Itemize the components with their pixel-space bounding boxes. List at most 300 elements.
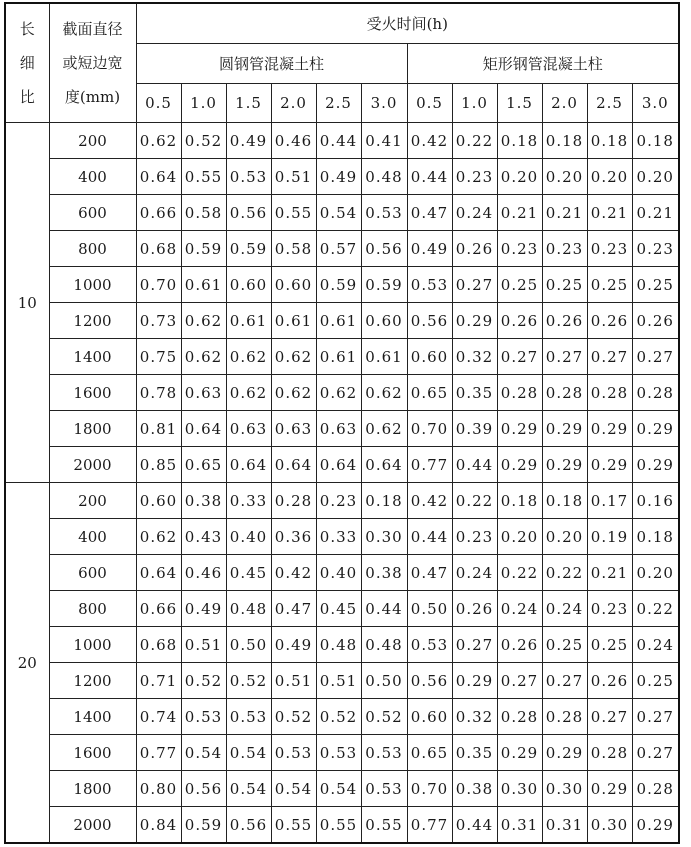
circular-coefficient-cell: 0.63: [181, 375, 226, 411]
circular-coefficient-cell: 0.61: [271, 303, 316, 339]
rectangular-coefficient-cell: 0.42: [407, 483, 452, 519]
rect-time-header: 1.5: [497, 84, 542, 123]
circular-coefficient-cell: 0.54: [316, 771, 361, 807]
section-size-value: 1200: [49, 303, 136, 339]
rectangular-coefficient-cell: 0.19: [587, 519, 632, 555]
circular-coefficient-cell: 0.48: [316, 627, 361, 663]
rectangular-coefficient-cell: 0.23: [452, 519, 497, 555]
rectangular-coefficient-cell: 0.31: [497, 807, 542, 844]
rectangular-coefficient-cell: 0.60: [407, 339, 452, 375]
rectangular-column-header: 矩形钢管混凝土柱: [407, 44, 679, 84]
circular-coefficient-cell: 0.28: [271, 483, 316, 519]
circular-coefficient-cell: 0.38: [361, 555, 407, 591]
rectangular-coefficient-cell: 0.18: [587, 123, 632, 159]
circ-time-header: 3.0: [361, 84, 407, 123]
rectangular-coefficient-cell: 0.32: [452, 699, 497, 735]
circular-coefficient-cell: 0.54: [226, 735, 271, 771]
rectangular-coefficient-cell: 0.28: [632, 771, 679, 807]
rectangular-coefficient-cell: 0.47: [407, 195, 452, 231]
rect-time-header: 2.0: [542, 84, 587, 123]
rectangular-coefficient-cell: 0.28: [497, 375, 542, 411]
circular-coefficient-cell: 0.85: [136, 447, 181, 483]
rectangular-coefficient-cell: 0.65: [407, 735, 452, 771]
rectangular-coefficient-cell: 0.27: [452, 627, 497, 663]
rectangular-coefficient-cell: 0.30: [497, 771, 542, 807]
circular-coefficient-cell: 0.42: [271, 555, 316, 591]
rectangular-coefficient-cell: 0.22: [632, 591, 679, 627]
rectangular-coefficient-cell: 0.27: [542, 339, 587, 375]
rect-time-header: 1.0: [452, 84, 497, 123]
circular-coefficient-cell: 0.71: [136, 663, 181, 699]
rectangular-coefficient-cell: 0.26: [452, 231, 497, 267]
circular-column-header: 圆钢管混凝土柱: [136, 44, 407, 84]
rectangular-coefficient-cell: 0.25: [542, 267, 587, 303]
rectangular-coefficient-cell: 0.23: [587, 591, 632, 627]
circular-coefficient-cell: 0.30: [361, 519, 407, 555]
rectangular-coefficient-cell: 0.25: [587, 267, 632, 303]
rectangular-coefficient-cell: 0.44: [407, 159, 452, 195]
circular-coefficient-cell: 0.60: [361, 303, 407, 339]
circular-coefficient-cell: 0.53: [271, 735, 316, 771]
circular-coefficient-cell: 0.52: [361, 699, 407, 735]
section-size-value: 600: [49, 555, 136, 591]
circular-coefficient-cell: 0.70: [136, 267, 181, 303]
data-row: [5, 231, 679, 267]
data-row: [5, 339, 679, 375]
circular-coefficient-cell: 0.52: [271, 699, 316, 735]
slenderness-header-line: 细: [19, 54, 35, 72]
rectangular-coefficient-cell: 0.28: [542, 699, 587, 735]
rectangular-coefficient-cell: 0.29: [542, 447, 587, 483]
rectangular-coefficient-cell: 0.18: [497, 483, 542, 519]
circular-coefficient-cell: 0.54: [181, 735, 226, 771]
rectangular-coefficient-cell: 0.31: [542, 807, 587, 844]
circ-time-header: 1.5: [226, 84, 271, 123]
rectangular-coefficient-cell: 0.24: [497, 591, 542, 627]
section-size-value: 400: [49, 519, 136, 555]
rectangular-coefficient-cell: 0.29: [497, 447, 542, 483]
rectangular-coefficient-cell: 0.21: [542, 195, 587, 231]
rectangular-coefficient-cell: 0.18: [497, 123, 542, 159]
circular-coefficient-cell: 0.55: [361, 807, 407, 844]
rectangular-coefficient-cell: 0.22: [452, 123, 497, 159]
rectangular-coefficient-cell: 0.70: [407, 411, 452, 447]
rectangular-coefficient-cell: 0.28: [587, 375, 632, 411]
rectangular-coefficient-cell: 0.38: [452, 771, 497, 807]
data-row: [5, 807, 679, 844]
rectangular-coefficient-cell: 0.27: [497, 663, 542, 699]
circular-coefficient-cell: 0.60: [271, 267, 316, 303]
circular-coefficient-cell: 0.53: [226, 159, 271, 195]
rectangular-coefficient-cell: 0.56: [407, 663, 452, 699]
table-body: [5, 3, 679, 843]
rectangular-coefficient-cell: 0.29: [452, 663, 497, 699]
circular-coefficient-cell: 0.48: [361, 159, 407, 195]
circular-coefficient-cell: 0.49: [316, 159, 361, 195]
circ-time-header: 1.0: [181, 84, 226, 123]
slenderness-value: 20: [5, 483, 49, 844]
rectangular-coefficient-cell: 0.27: [587, 339, 632, 375]
rectangular-coefficient-cell: 0.28: [587, 735, 632, 771]
rectangular-coefficient-cell: 0.29: [587, 447, 632, 483]
rectangular-coefficient-cell: 0.35: [452, 375, 497, 411]
section-size-value: 2000: [49, 807, 136, 844]
rectangular-coefficient-cell: 0.47: [407, 555, 452, 591]
circ-time-header: 2.0: [271, 84, 316, 123]
circular-coefficient-cell: 0.62: [136, 519, 181, 555]
circular-coefficient-cell: 0.51: [271, 663, 316, 699]
circular-coefficient-cell: 0.53: [226, 699, 271, 735]
rectangular-coefficient-cell: 0.60: [407, 699, 452, 735]
circular-coefficient-cell: 0.61: [361, 339, 407, 375]
section-size-header-line: 或短边宽: [62, 54, 123, 72]
rect-time-header: 3.0: [632, 84, 679, 123]
section-size-header: [49, 3, 136, 123]
rectangular-coefficient-cell: 0.22: [452, 483, 497, 519]
rectangular-coefficient-cell: 0.25: [632, 267, 679, 303]
rectangular-coefficient-cell: 0.21: [497, 195, 542, 231]
section-size-header-line: 度(mm): [64, 88, 121, 106]
circular-coefficient-cell: 0.56: [226, 807, 271, 844]
data-row: [5, 627, 679, 663]
section-size-value: 1000: [49, 267, 136, 303]
rectangular-coefficient-cell: 0.24: [632, 627, 679, 663]
rectangular-coefficient-cell: 0.26: [452, 591, 497, 627]
rectangular-coefficient-cell: 0.18: [632, 519, 679, 555]
rectangular-coefficient-cell: 0.77: [407, 807, 452, 844]
rectangular-coefficient-cell: 0.23: [587, 231, 632, 267]
circular-coefficient-cell: 0.64: [181, 411, 226, 447]
rectangular-coefficient-cell: 0.49: [407, 231, 452, 267]
rectangular-coefficient-cell: 0.44: [452, 807, 497, 844]
data-row: [5, 483, 679, 519]
circular-coefficient-cell: 0.38: [181, 483, 226, 519]
data-row: [5, 375, 679, 411]
circular-coefficient-cell: 0.62: [271, 339, 316, 375]
circular-coefficient-cell: 0.60: [136, 483, 181, 519]
circular-coefficient-cell: 0.59: [316, 267, 361, 303]
rectangular-coefficient-cell: 0.28: [497, 699, 542, 735]
circular-coefficient-cell: 0.40: [316, 555, 361, 591]
rectangular-coefficient-cell: 0.44: [407, 519, 452, 555]
circular-coefficient-cell: 0.51: [181, 627, 226, 663]
data-row: [5, 303, 679, 339]
rectangular-coefficient-cell: 0.24: [542, 591, 587, 627]
circular-coefficient-cell: 0.65: [181, 447, 226, 483]
circular-coefficient-cell: 0.74: [136, 699, 181, 735]
fire-reduction-coefficient-table: [4, 2, 680, 844]
circular-coefficient-cell: 0.64: [136, 555, 181, 591]
circ-time-header: 2.5: [316, 84, 361, 123]
circular-coefficient-cell: 0.80: [136, 771, 181, 807]
rectangular-coefficient-cell: 0.20: [542, 159, 587, 195]
data-row: [5, 555, 679, 591]
circular-coefficient-cell: 0.68: [136, 627, 181, 663]
circular-coefficient-cell: 0.64: [271, 447, 316, 483]
section-size-value: 800: [49, 591, 136, 627]
rectangular-coefficient-cell: 0.28: [542, 375, 587, 411]
circular-coefficient-cell: 0.59: [181, 231, 226, 267]
circular-coefficient-cell: 0.46: [271, 123, 316, 159]
circular-coefficient-cell: 0.55: [316, 807, 361, 844]
circular-coefficient-cell: 0.52: [226, 663, 271, 699]
rectangular-coefficient-cell: 0.39: [452, 411, 497, 447]
circular-coefficient-cell: 0.84: [136, 807, 181, 844]
rectangular-coefficient-cell: 0.65: [407, 375, 452, 411]
fire-time-header: 受火时间(h): [136, 3, 679, 44]
rectangular-coefficient-cell: 0.70: [407, 771, 452, 807]
rectangular-coefficient-cell: 0.29: [542, 411, 587, 447]
rectangular-coefficient-cell: 0.27: [632, 735, 679, 771]
circular-coefficient-cell: 0.52: [316, 699, 361, 735]
circular-coefficient-cell: 0.51: [271, 159, 316, 195]
rectangular-coefficient-cell: 0.27: [632, 339, 679, 375]
circular-coefficient-cell: 0.63: [316, 411, 361, 447]
rectangular-coefficient-cell: 0.30: [542, 771, 587, 807]
section-size-value: 1800: [49, 771, 136, 807]
circular-coefficient-cell: 0.36: [271, 519, 316, 555]
rectangular-coefficient-cell: 0.26: [542, 303, 587, 339]
data-row: [5, 411, 679, 447]
data-row: [5, 591, 679, 627]
circular-coefficient-cell: 0.64: [361, 447, 407, 483]
rectangular-coefficient-cell: 0.26: [587, 663, 632, 699]
circular-coefficient-cell: 0.73: [136, 303, 181, 339]
data-row: [5, 663, 679, 699]
circular-coefficient-cell: 0.55: [271, 807, 316, 844]
circular-coefficient-cell: 0.58: [181, 195, 226, 231]
rectangular-coefficient-cell: 0.77: [407, 447, 452, 483]
circular-coefficient-cell: 0.52: [181, 663, 226, 699]
section-size-value: 1000: [49, 627, 136, 663]
circular-coefficient-cell: 0.64: [226, 447, 271, 483]
circ-time-header: 0.5: [136, 84, 181, 123]
circular-coefficient-cell: 0.62: [271, 375, 316, 411]
circular-coefficient-cell: 0.62: [361, 411, 407, 447]
circular-coefficient-cell: 0.41: [361, 123, 407, 159]
circular-coefficient-cell: 0.63: [226, 411, 271, 447]
circular-coefficient-cell: 0.51: [316, 663, 361, 699]
circular-coefficient-cell: 0.61: [316, 303, 361, 339]
rectangular-coefficient-cell: 0.26: [497, 627, 542, 663]
rectangular-coefficient-cell: 0.21: [587, 555, 632, 591]
circular-coefficient-cell: 0.56: [181, 771, 226, 807]
section-size-value: 2000: [49, 447, 136, 483]
data-row: [5, 699, 679, 735]
circular-coefficient-cell: 0.77: [136, 735, 181, 771]
circular-coefficient-cell: 0.46: [181, 555, 226, 591]
circular-coefficient-cell: 0.50: [361, 663, 407, 699]
circular-coefficient-cell: 0.44: [316, 123, 361, 159]
data-row: [5, 447, 679, 483]
header-row-1: [5, 3, 679, 44]
data-row: [5, 735, 679, 771]
rectangular-coefficient-cell: 0.21: [632, 195, 679, 231]
circular-coefficient-cell: 0.64: [316, 447, 361, 483]
rect-time-header: 2.5: [587, 84, 632, 123]
rectangular-coefficient-cell: 0.29: [632, 447, 679, 483]
rectangular-coefficient-cell: 0.30: [587, 807, 632, 844]
circular-coefficient-cell: 0.54: [316, 195, 361, 231]
rectangular-coefficient-cell: 0.50: [407, 591, 452, 627]
circular-coefficient-cell: 0.62: [226, 375, 271, 411]
data-row: [5, 159, 679, 195]
rectangular-coefficient-cell: 0.16: [632, 483, 679, 519]
rectangular-coefficient-cell: 0.44: [452, 447, 497, 483]
rectangular-coefficient-cell: 0.17: [587, 483, 632, 519]
rectangular-coefficient-cell: 0.25: [632, 663, 679, 699]
rectangular-coefficient-cell: 0.26: [632, 303, 679, 339]
circular-coefficient-cell: 0.62: [226, 339, 271, 375]
circular-coefficient-cell: 0.78: [136, 375, 181, 411]
circular-coefficient-cell: 0.75: [136, 339, 181, 375]
rectangular-coefficient-cell: 0.26: [587, 303, 632, 339]
circular-coefficient-cell: 0.45: [226, 555, 271, 591]
section-size-value: 200: [49, 123, 136, 159]
circular-coefficient-cell: 0.61: [181, 267, 226, 303]
circular-coefficient-cell: 0.49: [226, 123, 271, 159]
rectangular-coefficient-cell: 0.20: [542, 519, 587, 555]
circular-coefficient-cell: 0.62: [181, 339, 226, 375]
circular-coefficient-cell: 0.62: [316, 375, 361, 411]
circular-coefficient-cell: 0.53: [361, 735, 407, 771]
circular-coefficient-cell: 0.63: [271, 411, 316, 447]
rectangular-coefficient-cell: 0.27: [452, 267, 497, 303]
rectangular-coefficient-cell: 0.21: [587, 195, 632, 231]
circular-coefficient-cell: 0.56: [361, 231, 407, 267]
section-size-value: 1600: [49, 375, 136, 411]
circular-coefficient-cell: 0.59: [226, 231, 271, 267]
rectangular-coefficient-cell: 0.26: [497, 303, 542, 339]
circular-coefficient-cell: 0.66: [136, 591, 181, 627]
circular-coefficient-cell: 0.18: [361, 483, 407, 519]
circular-coefficient-cell: 0.55: [181, 159, 226, 195]
data-row: [5, 195, 679, 231]
circular-coefficient-cell: 0.56: [226, 195, 271, 231]
circular-coefficient-cell: 0.53: [181, 699, 226, 735]
rectangular-coefficient-cell: 0.20: [497, 159, 542, 195]
circular-coefficient-cell: 0.66: [136, 195, 181, 231]
rectangular-coefficient-cell: 0.29: [542, 735, 587, 771]
rectangular-coefficient-cell: 0.29: [632, 411, 679, 447]
circular-coefficient-cell: 0.50: [226, 627, 271, 663]
rectangular-coefficient-cell: 0.32: [452, 339, 497, 375]
circular-coefficient-cell: 0.45: [316, 591, 361, 627]
rectangular-coefficient-cell: 0.29: [587, 771, 632, 807]
rectangular-coefficient-cell: 0.24: [452, 195, 497, 231]
rectangular-coefficient-cell: 0.23: [452, 159, 497, 195]
section-size-value: 800: [49, 231, 136, 267]
circular-coefficient-cell: 0.81: [136, 411, 181, 447]
circular-coefficient-cell: 0.61: [226, 303, 271, 339]
rectangular-coefficient-cell: 0.23: [542, 231, 587, 267]
rectangular-coefficient-cell: 0.20: [587, 159, 632, 195]
rectangular-coefficient-cell: 0.23: [497, 231, 542, 267]
circular-coefficient-cell: 0.61: [316, 339, 361, 375]
rectangular-coefficient-cell: 0.18: [632, 123, 679, 159]
circular-coefficient-cell: 0.60: [226, 267, 271, 303]
rectangular-coefficient-cell: 0.29: [587, 411, 632, 447]
circular-coefficient-cell: 0.48: [361, 627, 407, 663]
data-row: [5, 771, 679, 807]
circular-coefficient-cell: 0.57: [316, 231, 361, 267]
rectangular-coefficient-cell: 0.27: [587, 699, 632, 735]
section-size-value: 400: [49, 159, 136, 195]
circular-coefficient-cell: 0.54: [271, 771, 316, 807]
circular-coefficient-cell: 0.52: [181, 123, 226, 159]
circular-coefficient-cell: 0.49: [271, 627, 316, 663]
circular-coefficient-cell: 0.43: [181, 519, 226, 555]
rect-time-header: 0.5: [407, 84, 452, 123]
circular-coefficient-cell: 0.40: [226, 519, 271, 555]
circular-coefficient-cell: 0.68: [136, 231, 181, 267]
rectangular-coefficient-cell: 0.29: [452, 303, 497, 339]
circular-coefficient-cell: 0.59: [181, 807, 226, 844]
circular-coefficient-cell: 0.33: [226, 483, 271, 519]
rectangular-coefficient-cell: 0.22: [542, 555, 587, 591]
rectangular-coefficient-cell: 0.18: [542, 483, 587, 519]
slenderness-header-line: 长: [19, 20, 35, 38]
section-size-header-line: 截面直径: [62, 20, 123, 38]
rectangular-coefficient-cell: 0.25: [542, 627, 587, 663]
circular-coefficient-cell: 0.53: [361, 195, 407, 231]
section-size-value: 1400: [49, 339, 136, 375]
circular-coefficient-cell: 0.62: [361, 375, 407, 411]
section-size-value: 1800: [49, 411, 136, 447]
section-size-value: 1600: [49, 735, 136, 771]
rectangular-coefficient-cell: 0.35: [452, 735, 497, 771]
circular-coefficient-cell: 0.44: [361, 591, 407, 627]
rectangular-coefficient-cell: 0.42: [407, 123, 452, 159]
rectangular-coefficient-cell: 0.29: [497, 735, 542, 771]
rectangular-coefficient-cell: 0.24: [452, 555, 497, 591]
section-size-value: 1200: [49, 663, 136, 699]
rectangular-coefficient-cell: 0.20: [497, 519, 542, 555]
section-size-value: 200: [49, 483, 136, 519]
circular-coefficient-cell: 0.62: [181, 303, 226, 339]
circular-coefficient-cell: 0.23: [316, 483, 361, 519]
circular-coefficient-cell: 0.53: [316, 735, 361, 771]
section-size-value: 1400: [49, 699, 136, 735]
circular-coefficient-cell: 0.58: [271, 231, 316, 267]
slenderness-value: 10: [5, 123, 49, 483]
rectangular-coefficient-cell: 0.25: [587, 627, 632, 663]
rectangular-coefficient-cell: 0.27: [497, 339, 542, 375]
rectangular-coefficient-cell: 0.53: [407, 627, 452, 663]
rectangular-coefficient-cell: 0.56: [407, 303, 452, 339]
circular-coefficient-cell: 0.64: [136, 159, 181, 195]
rectangular-coefficient-cell: 0.28: [632, 375, 679, 411]
data-row: [5, 267, 679, 303]
rectangular-coefficient-cell: 0.20: [632, 555, 679, 591]
rectangular-coefficient-cell: 0.29: [632, 807, 679, 844]
rectangular-coefficient-cell: 0.29: [497, 411, 542, 447]
circular-coefficient-cell: 0.62: [136, 123, 181, 159]
rectangular-coefficient-cell: 0.20: [632, 159, 679, 195]
rectangular-coefficient-cell: 0.22: [497, 555, 542, 591]
data-row: [5, 123, 679, 159]
slenderness-header-line: 比: [19, 88, 35, 106]
section-size-value: 600: [49, 195, 136, 231]
circular-coefficient-cell: 0.47: [271, 591, 316, 627]
rectangular-coefficient-cell: 0.27: [542, 663, 587, 699]
circular-coefficient-cell: 0.59: [361, 267, 407, 303]
rectangular-coefficient-cell: 0.18: [542, 123, 587, 159]
fire-reduction-table-wrapper: [4, 2, 680, 844]
rectangular-coefficient-cell: 0.27: [632, 699, 679, 735]
data-row: [5, 519, 679, 555]
rectangular-coefficient-cell: 0.23: [632, 231, 679, 267]
